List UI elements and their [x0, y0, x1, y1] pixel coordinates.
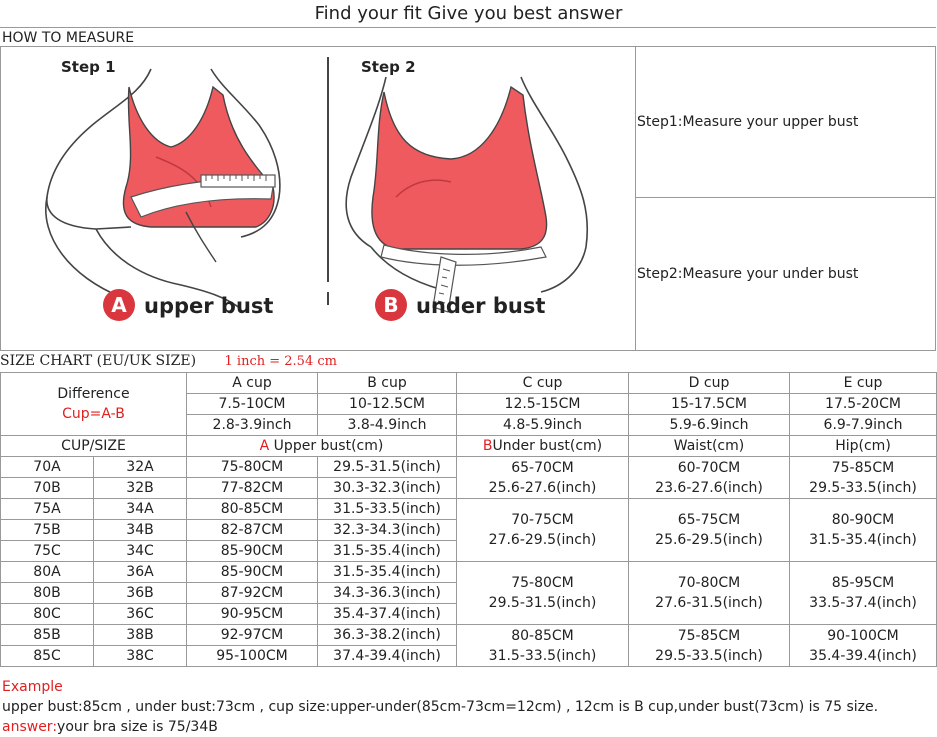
- uk-size: 36C: [94, 604, 187, 625]
- upper-bust-label: Upper bust(cm): [269, 438, 384, 454]
- size-chart-heading: [0, 351, 937, 371]
- upper-bust-letter: A: [259, 438, 270, 454]
- step2-instruction: Step2:Measure your under bust: [637, 266, 859, 282]
- waist-range-cell: [629, 625, 790, 667]
- eu-size: 80A: [1, 562, 94, 583]
- step2-bra: [372, 87, 547, 249]
- under-bust-cm: 70-75CM: [511, 512, 574, 528]
- upper-bust-inch: 34.3-36.3(inch): [318, 583, 457, 604]
- hip-range-cell: [790, 562, 937, 625]
- waist-header: Waist(cm): [629, 436, 790, 457]
- hip-range-cell: [790, 625, 937, 667]
- upper-bust-cm: 77-82CM: [187, 478, 318, 499]
- upper-bust-inch: 31.5-33.5(inch): [318, 499, 457, 520]
- how-to-measure-section: [0, 47, 936, 351]
- under-bust-cm: 65-70CM: [511, 459, 574, 476]
- eu-size: 75C: [1, 541, 94, 562]
- cup-c: C cup: [457, 373, 629, 394]
- under-bust-range-cell: [457, 499, 629, 562]
- waist-range-cell: [629, 562, 790, 625]
- upper-bust-cm: 75-80CM: [187, 457, 318, 478]
- size-chart-title: SIZE CHART (EU/UK SIZE): [0, 353, 197, 369]
- upper-bust-inch: 36.3-38.2(inch): [318, 625, 457, 646]
- size-row: [1, 457, 937, 478]
- upper-bust-cm: 92-97CM: [187, 625, 318, 646]
- waist-cm: 70-80CM: [677, 575, 741, 591]
- hip-cm: 75-85CM: [831, 459, 895, 476]
- label-a-upper-bust: [103, 289, 273, 321]
- hip-cm: 90-100CM: [827, 627, 899, 644]
- eu-size: 80B: [1, 583, 94, 604]
- uk-size: 36A: [94, 562, 187, 583]
- upper-bust-cm: 80-85CM: [187, 499, 318, 520]
- steps-column: [635, 47, 935, 350]
- size-chart-body: [1, 373, 937, 667]
- label-b-text: under bust: [416, 294, 546, 318]
- hip-inch: 29.5-33.5(inch): [809, 479, 917, 496]
- upper-bust-inch: 32.3-34.3(inch): [318, 520, 457, 541]
- cup-e: E cup: [790, 373, 937, 394]
- example-section: [2, 677, 878, 737]
- waist-range-cell: [629, 499, 790, 562]
- upper-bust-cm: 87-92CM: [187, 583, 318, 604]
- waist-cm: 60-70CM: [677, 459, 741, 476]
- size-row: [1, 625, 937, 646]
- step1-instruction: Step1:Measure your upper bust: [635, 47, 935, 198]
- hip-cm: 85-95CM: [831, 575, 895, 591]
- eu-size: 75B: [1, 520, 94, 541]
- under-bust-range-cell: [457, 457, 629, 499]
- eu-size: 70A: [1, 457, 94, 478]
- difference-cell: [1, 373, 187, 436]
- label-b-under-bust: [375, 289, 545, 321]
- upper-bust-inch: 37.4-39.4(inch): [318, 646, 457, 667]
- label-b-letter: B: [383, 293, 399, 317]
- under-bust-header: [457, 436, 629, 457]
- waist-range-cell: [629, 457, 790, 499]
- cup-cm-range: 12.5-15CM: [457, 394, 629, 415]
- cup-cm-range: 17.5-20CM: [790, 394, 937, 415]
- hip-cm: 80-90CM: [831, 512, 895, 528]
- size-row: [1, 562, 937, 583]
- waist-inch: 25.6-29.5(inch): [655, 532, 763, 548]
- example-label: Example: [2, 679, 63, 695]
- size-chart-table: [0, 372, 937, 667]
- hip-inch: 33.5-37.4(inch): [809, 595, 917, 611]
- example-answer: [2, 717, 878, 737]
- under-bust-inch: 31.5-33.5(inch): [488, 647, 597, 664]
- difference-label: Difference: [57, 386, 130, 402]
- cup-inch-range: 3.8-4.9inch: [318, 415, 457, 436]
- cup-inch-range: 5.9-6.9inch: [629, 415, 790, 436]
- eu-size: 80C: [1, 604, 94, 625]
- cup-b: B cup: [318, 373, 457, 394]
- example-line: upper bust:85cm , under bust:73cm , cup size:upper-under(85cm-73cm=12cm) , 12cm is B cup,under bust(73cm) is 75 size.: [2, 699, 879, 715]
- upper-bust-cm: 85-90CM: [187, 541, 318, 562]
- measure-diagram: [1, 47, 635, 350]
- waist-cm: 75-85CM: [677, 627, 741, 644]
- uk-size: 32B: [94, 478, 187, 499]
- waist-inch: 27.6-31.5(inch): [655, 595, 763, 611]
- under-bust-range-cell: [457, 625, 629, 667]
- uk-size: 38C: [94, 646, 187, 667]
- waist-inch: 23.6-27.6(inch): [655, 479, 763, 496]
- eu-size: 70B: [1, 478, 94, 499]
- upper-bust-header: [187, 436, 457, 457]
- uk-size: 34B: [94, 520, 187, 541]
- waist-cm: 65-75CM: [677, 512, 741, 528]
- cup-cm-range: 7.5-10CM: [187, 394, 318, 415]
- cup-inch-range: 2.8-3.9inch: [187, 415, 318, 436]
- measure-header-row: [1, 436, 937, 457]
- size-row: [1, 499, 937, 520]
- inch-conversion-note: 1 inch = 2.54 cm: [224, 354, 337, 369]
- measuring-illustration: [1, 47, 636, 350]
- hip-range-cell: [790, 457, 937, 499]
- how-to-measure-heading: HOW TO MEASURE: [0, 27, 936, 47]
- upper-bust-inch: 31.5-35.4(inch): [318, 541, 457, 562]
- answer-text: your bra size is 75/34B: [57, 719, 218, 735]
- upper-bust-cm: 85-90CM: [187, 562, 318, 583]
- cup-inch-range: 6.9-7.9inch: [790, 415, 937, 436]
- eu-size: 85C: [1, 646, 94, 667]
- eu-size: 75A: [1, 499, 94, 520]
- upper-bust-inch: 35.4-37.4(inch): [318, 604, 457, 625]
- cup-header-row: [1, 373, 937, 394]
- upper-bust-cm: 82-87CM: [187, 520, 318, 541]
- upper-bust-cm: 95-100CM: [187, 646, 318, 667]
- uk-size: 34C: [94, 541, 187, 562]
- cup-cm-range: 15-17.5CM: [629, 394, 790, 415]
- cup-cm-range: 10-12.5CM: [318, 394, 457, 415]
- step2-label: Step 2: [361, 58, 416, 76]
- upper-bust-inch: 29.5-31.5(inch): [318, 457, 457, 478]
- uk-size: 34A: [94, 499, 187, 520]
- under-bust-inch: 25.6-27.6(inch): [488, 479, 597, 496]
- under-bust-letter: B: [482, 438, 493, 454]
- hip-header: Hip(cm): [790, 436, 937, 457]
- uk-size: 32A: [94, 457, 187, 478]
- waist-inch: 29.5-33.5(inch): [655, 647, 763, 664]
- step1-label: Step 1: [61, 58, 116, 76]
- hip-inch: 35.4-39.4(inch): [809, 647, 917, 664]
- under-bust-cm: 80-85CM: [511, 627, 574, 644]
- upper-bust-inch: 31.5-35.4(inch): [318, 562, 457, 583]
- under-bust-cm: 75-80CM: [511, 575, 574, 591]
- hip-inch: 31.5-35.4(inch): [809, 532, 917, 548]
- label-a-letter: A: [111, 293, 127, 317]
- uk-size: 36B: [94, 583, 187, 604]
- cup-a: A cup: [187, 373, 318, 394]
- under-bust-range-cell: [457, 562, 629, 625]
- page-title: Find your fit Give you best answer: [314, 3, 623, 24]
- answer-label: answer:: [2, 719, 58, 735]
- label-a-text: upper bust: [144, 294, 274, 318]
- under-bust-inch: 29.5-31.5(inch): [488, 595, 597, 611]
- cup-formula: Cup=A-B: [62, 406, 125, 422]
- under-bust-inch: 27.6-29.5(inch): [488, 532, 597, 548]
- upper-bust-cm: 90-95CM: [187, 604, 318, 625]
- eu-size: 85B: [1, 625, 94, 646]
- upper-bust-inch: 30.3-32.3(inch): [318, 478, 457, 499]
- hip-range-cell: [790, 499, 937, 562]
- cup-inch-range: 4.8-5.9inch: [457, 415, 629, 436]
- under-bust-label: Under bust(cm): [492, 438, 603, 454]
- cup-d: D cup: [629, 373, 790, 394]
- cup-size-header: CUP/SIZE: [1, 436, 187, 457]
- uk-size: 38B: [94, 625, 187, 646]
